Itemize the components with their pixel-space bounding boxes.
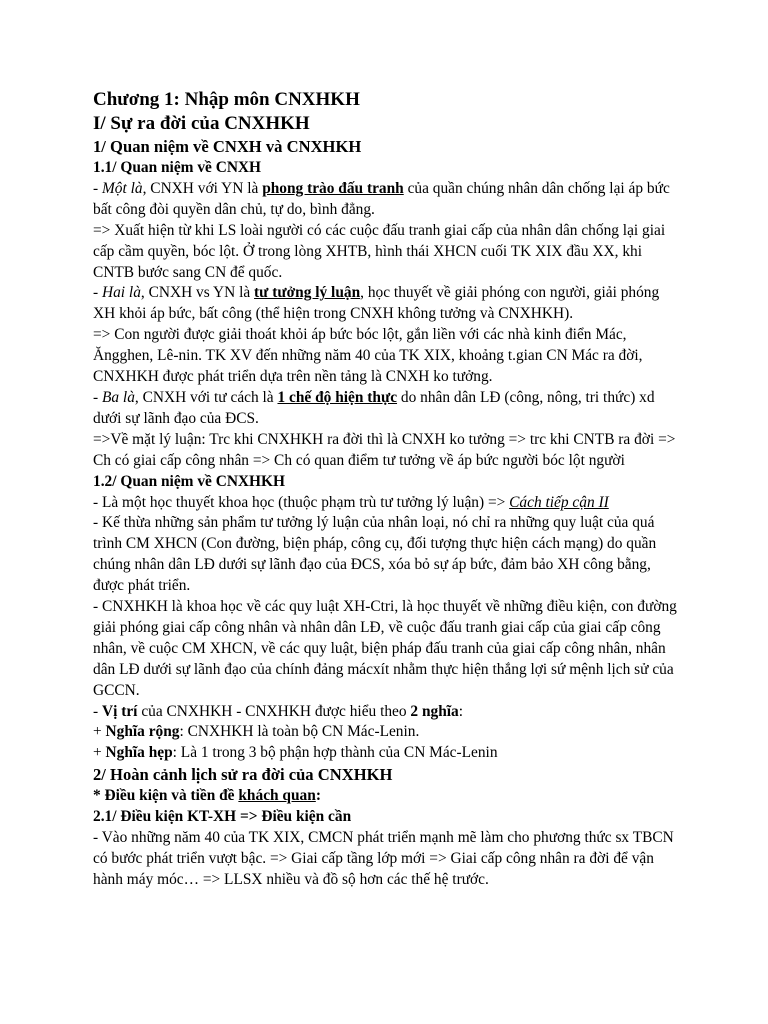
paragraph: - Vào những năm 40 của TK XIX, CMCN phát triển mạnh mẽ làm cho phương thức sx TBCN có bước phát triển vượt bậc. => Giai cấp tầng lớp mới => Giai cấp công nhân ra đời để vận hành máy móc… => LLSX nhiều và đồ sộ hơn các thế hệ trước. <box>93 829 674 888</box>
paragraph: + Nghĩa hẹp: Là 1 trong 3 bộ phận hợp thành của CN Mác-Lenin <box>93 744 498 762</box>
bullet-heading: * Điều kiện và tiền đề khách quan: <box>93 787 321 805</box>
document-page <box>93 88 683 891</box>
paragraph: => Con người được giải thoát khỏi áp bức bóc lột, gắn liền với các nhà kinh điển Mác, Ăngghen, Lê-nin. TK XV đến những năm 40 của TK XIX, khoảng t.gian CN Mác ra đời, CNXHKH được phát triển dựa trên nền tảng là CNXH ko tưởng. <box>93 326 643 386</box>
paragraph: + Nghĩa rộng: CNXHKH là toàn bộ CN Mác-Lenin. <box>93 723 420 741</box>
section-title: I/ Sự ra đời của CNXHKH <box>93 113 310 134</box>
subsubsection-title: 1.2/ Quan niệm về CNXHKH <box>93 472 285 490</box>
paragraph: - Vị trí của CNXHKH - CNXHKH được hiểu theo 2 nghĩa: <box>93 702 464 720</box>
paragraph: =>Về mặt lý luận: Trc khi CNXHKH ra đời thì là CNXH ko tưởng => trc khi CNTB ra đời => Ch có giai cấp công nhân => Ch có quan điểm tư tưởng về áp bức người bóc lột người <box>93 430 676 469</box>
paragraph: - Hai là, CNXH vs YN là tư tưởng lý luận, học thuyết về giải phóng con người, giải phóng XH khỏi áp bức, bất công (thể hiện trong CNXH không tưởng và CNXHKH). <box>93 284 660 323</box>
chapter-title: Chương 1: Nhập môn CNXHKH <box>93 89 360 110</box>
paragraph: - Kế thừa những sản phẩm tư tưởng lý luận của nhân loại, nó chỉ ra những quy luật của quá trình CM XHCN (Con đường, biện pháp, công cụ, đối tượng thực hiện cách mạng) do quần chúng nhân dân LĐ dưới sự lãnh đạo của ĐCS, xóa bỏ sự áp bức, đảm bảo XH công bằng, được phát triển. <box>93 514 657 595</box>
paragraph: - CNXHKH là khoa học về các quy luật XH-Ctri, là học thuyết về những điều kiện, con đường giải phóng giai cấp công nhân và nhân dân LĐ, về cuộc đấu tranh giai cấp của giai cấp công nhân, về cuộc CM XHCN, về các quy luật, biện pháp đấu tranh của giai cấp công nhân, nhân dân LĐ dưới sự lãnh đạo của chính đảng mácxít nhằm thực hiện thắng lợi sứ mệnh lịch sử của GCCN. <box>93 598 677 699</box>
subsubsection-title: 1.1/ Quan niệm về CNXH <box>93 159 262 176</box>
paragraph: - Ba là, CNXH với tư cách là 1 chế độ hiện thực do nhân dân LĐ (công, nông, tri thức) xd dưới sự lãnh đạo của ĐCS. <box>93 388 655 427</box>
paragraph: - Là một học thuyết khoa học (thuộc phạm trù tư tưởng lý luận) => Cách tiếp cận II <box>93 493 609 511</box>
subsection-title: 2/ Hoàn cảnh lịch sử ra đời của CNXHKH <box>93 765 393 785</box>
subsection-title: 1/ Quan niệm về CNXH và CNXHKH <box>93 137 362 156</box>
paragraph: - Một là, CNXH với YN là phong trào đấu tranh của quần chúng nhân dân chống lại áp bức bất công đòi quyền dân chủ, tự do, bình đẳng. <box>93 179 670 218</box>
paragraph: => Xuất hiện từ khi LS loài người có các cuộc đấu tranh giai cấp của nhân dân chống lại giai cấp cầm quyền, bóc lột. Ở trong lòng XHTB, hình thái XHCN cuối TK XIX đầu XX, khi CNTB bước sang CN để quốc. <box>93 221 666 281</box>
subsubsection-title: 2.1/ Điều kiện KT-XH => Điều kiện cần <box>93 808 352 826</box>
